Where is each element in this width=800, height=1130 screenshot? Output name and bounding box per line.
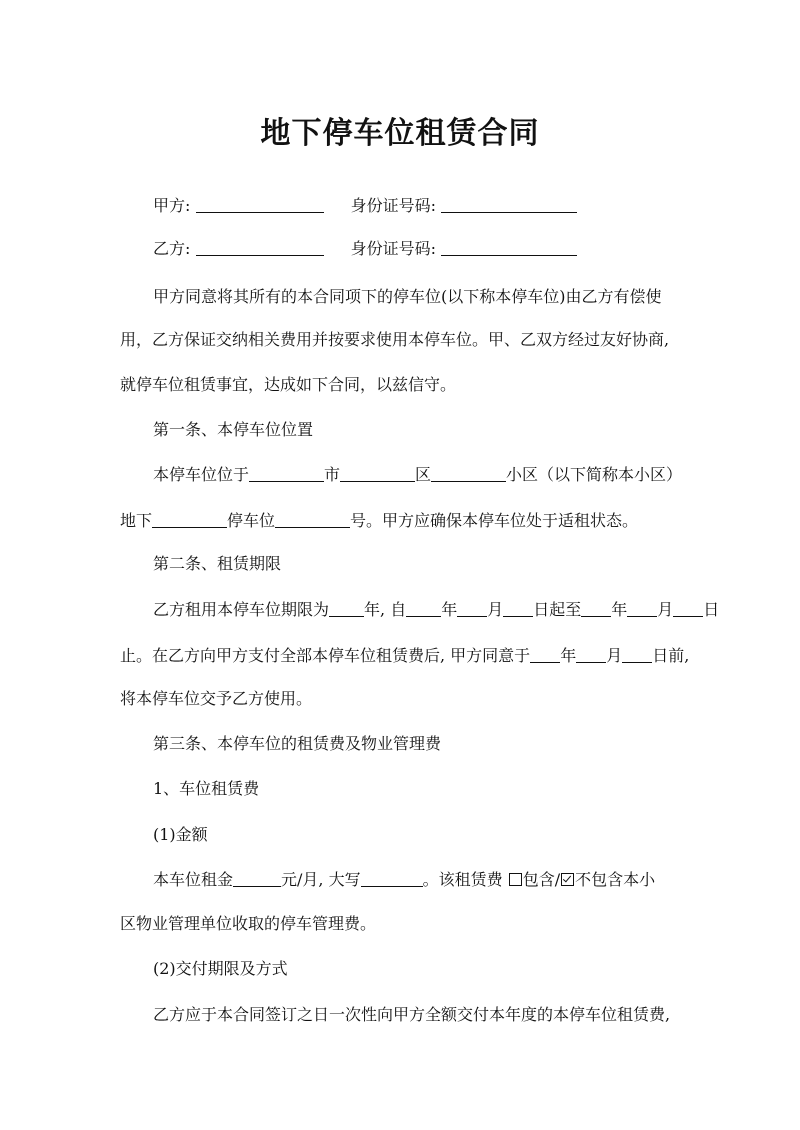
- rent-uppercase-blank: [361, 871, 423, 887]
- start-month-blank: [457, 601, 487, 617]
- handover-month-blank: [576, 647, 606, 663]
- include-label: 包含/: [522, 870, 561, 889]
- article-2-line-2: [120, 646, 690, 666]
- text-community: 小区（以下简称本小区）: [506, 465, 683, 484]
- level-blank: [152, 512, 227, 528]
- article-2-line-1: [153, 600, 720, 620]
- party-b-id-label: 身份证号码:: [350, 239, 436, 258]
- space-number-blank: [275, 512, 350, 528]
- payment-line-1: 乙方应于本合同签订之日一次性向甲方全额交付本年度的本停车位租赁费,: [153, 1005, 671, 1024]
- article-3-sub-1: 1、车位租赁费: [153, 779, 260, 798]
- party-b-id-blank: [441, 240, 577, 256]
- party-a-id-blank: [441, 197, 577, 213]
- text-day: 日: [703, 600, 720, 619]
- article-2-line-3: 将本停车位交予乙方使用。: [120, 689, 313, 708]
- intro-line-2: 用，乙方保证交纳相关费用并按要求使用本停车位。甲、乙双方经过友好协商,: [120, 330, 670, 349]
- party-b-name-blank: [196, 240, 324, 256]
- rent-amount-blank: [233, 871, 281, 887]
- handover-year-blank: [530, 647, 560, 663]
- article-1-line-1: [153, 465, 690, 485]
- rent-line-1: [153, 870, 690, 890]
- intro-line-3: 就停车位租赁事宜，达成如下合同，以兹信守。: [120, 375, 457, 394]
- text-day-until: 日起至: [533, 600, 582, 619]
- end-year-blank: [581, 601, 611, 617]
- party-b-line: [153, 239, 690, 259]
- party-b-label: 乙方:: [153, 239, 191, 258]
- text-location-prefix: 本停车位位于: [153, 465, 250, 484]
- community-blank: [431, 466, 506, 482]
- end-month-blank: [627, 601, 657, 617]
- text-year-from: 年, 自: [364, 600, 407, 619]
- intro-line-1: 甲方同意将其所有的本合同项下的停车位(以下称本停车位)由乙方有偿使: [153, 287, 662, 306]
- text-city: 市: [324, 465, 341, 484]
- start-year-blank: [406, 601, 441, 617]
- text-month: 月: [487, 600, 504, 619]
- text-handover-prefix: 止。在乙方向甲方支付全部本停车位租赁费后, 甲方同意于: [120, 646, 531, 665]
- text-parking-space: 停车位: [227, 511, 276, 530]
- party-a-label: 甲方:: [153, 196, 191, 215]
- text-rent-unit: 元/月, 大写: [281, 870, 361, 889]
- text-underground: 地下: [120, 511, 153, 530]
- include-checkbox[interactable]: [509, 873, 522, 886]
- party-a-name-blank: [196, 197, 324, 213]
- text-term-prefix: 乙方租用本停车位期限为: [153, 600, 330, 619]
- article-2-heading: 第二条、租赁期限: [153, 554, 282, 573]
- article-3-sub-1a: (1)金额: [153, 825, 208, 844]
- party-a-id-label: 身份证号码:: [350, 196, 436, 215]
- text-year: 年: [560, 646, 577, 665]
- party-a-line: [153, 196, 690, 216]
- text-year: 年: [611, 600, 628, 619]
- start-day-blank: [503, 601, 533, 617]
- text-condition: 号。甲方应确保本停车位处于适租状态。: [350, 511, 639, 530]
- text-district: 区: [415, 465, 432, 484]
- city-blank: [249, 466, 324, 482]
- rent-line-2: 区物业管理单位收取的停车管理费。: [120, 914, 377, 933]
- text-month: 月: [657, 600, 674, 619]
- exclude-checkbox[interactable]: [561, 873, 574, 886]
- document-title: 地下停车位租赁合同: [260, 116, 540, 151]
- article-1-heading: 第一条、本停车位位置: [153, 420, 314, 439]
- article-1-line-2: [120, 511, 690, 531]
- article-3-sub-1b: (2)交付期限及方式: [153, 959, 288, 978]
- text-day-before: 日前,: [652, 646, 690, 665]
- term-years-blank: [329, 601, 364, 617]
- text-rent-prefix: 本车位租金: [153, 870, 234, 889]
- end-day-blank: [673, 601, 703, 617]
- handover-day-blank: [622, 647, 652, 663]
- text-year: 年: [441, 600, 458, 619]
- article-3-heading: 第三条、本停车位的租赁费及物业管理费: [153, 734, 442, 753]
- district-blank: [340, 466, 415, 482]
- text-month: 月: [606, 646, 623, 665]
- text-rent-fee: 。该租赁费: [422, 870, 503, 889]
- exclude-label: 不包含本小: [575, 870, 656, 889]
